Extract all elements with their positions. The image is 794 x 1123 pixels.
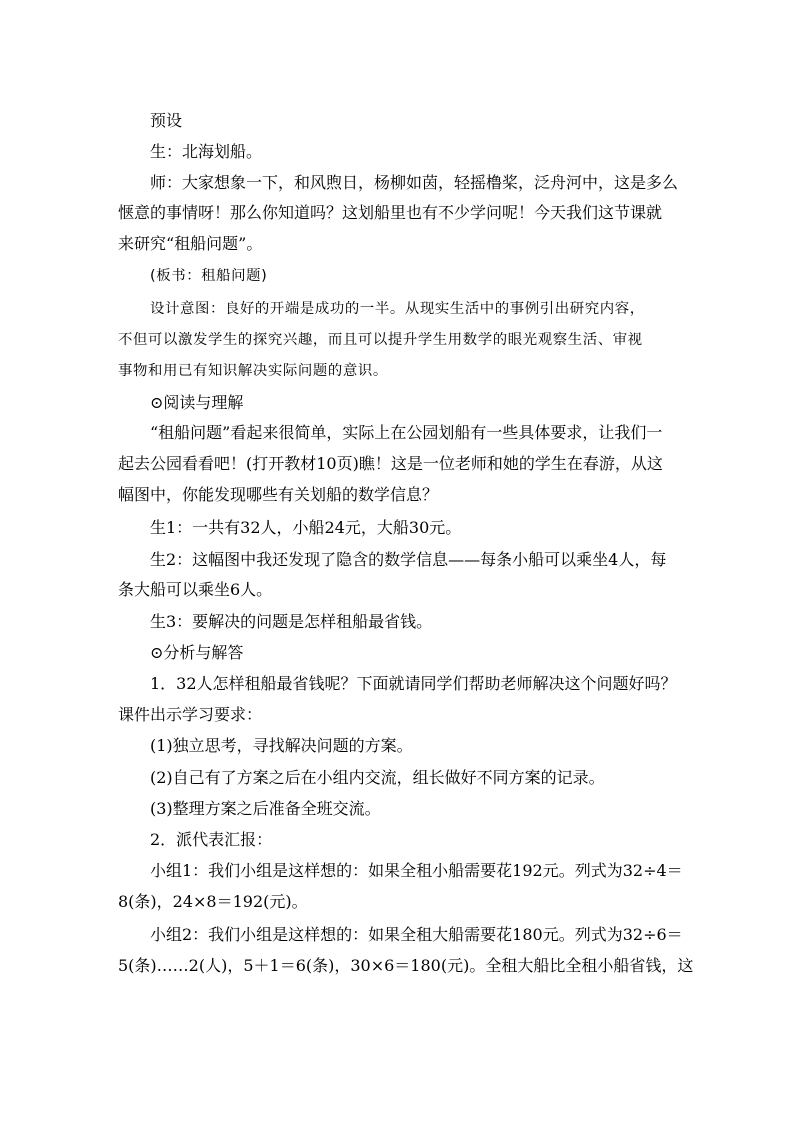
design-intent-line-1: 设计意图：良好的开端是成功的一半。从现实生活中的事例引出研究内容， [150, 301, 645, 317]
teacher-line-3: 来研究“租船问题”。 [118, 234, 263, 253]
student-answer: 生：北海划船。 [150, 142, 263, 161]
heading-preset: 预设 [150, 111, 183, 130]
student-2-line-2: 条大船可以乘坐6人。 [118, 580, 273, 599]
student-3: 生3：要解决的问题是怎样租船最省钱。 [150, 612, 433, 631]
requirement-1: (1)独立思考，寻找解决问题的方案。 [150, 736, 413, 755]
analysis-item-2: 2．派代表汇报： [150, 830, 273, 849]
teacher-line-1: 师：大家想象一下，和风煦日，杨柳如茵，轻摇橹桨，泛舟河中，这是多么 [150, 173, 679, 192]
group-2-line-2: 5(条)……2(人)，5＋1＝6(条)，30×6＝180(元)。全租大船比全租小船省钱，这 [118, 956, 694, 975]
section-heading-analysis: ⊙分析与解答 [150, 643, 244, 662]
blackboard-note: (板书：租船问题) [150, 268, 268, 284]
reading-line-3: 幅图中，你能发现哪些有关划船的数学信息？ [118, 485, 439, 504]
reading-line-1: “租船问题”看起来很简单，实际上在公园划船有一些具体要求，让我们一 [150, 423, 663, 442]
requirement-2: (2)自己有了方案之后在小组内交流，组长做好不同方案的记录。 [150, 768, 605, 787]
group-1-line-2: 8(条)，24×8＝192(元)。 [118, 892, 308, 911]
reading-line-2: 起去公园看看吧！(打开教材10页)瞧！这是一位老师和她的学生在春游，从这 [118, 454, 663, 473]
analysis-item-1-line-2: 课件出示学习要求： [118, 705, 263, 724]
group-2-line-1: 小组2：我们小组是这样想的：如果全租大船需要花180元。列式为32÷6＝ [150, 925, 683, 944]
student-2-line-1: 生2：这幅图中我还发现了隐含的数学信息——每条小船可以乘坐4人，每 [150, 550, 667, 569]
group-1-line-1: 小组1：我们小组是这样想的：如果全租小船需要花192元。列式为32÷4＝ [150, 861, 683, 880]
section-heading-reading: ⊙阅读与理解 [150, 393, 244, 412]
analysis-item-1-line-1: 1．32人怎样租船最省钱呢？下面就请同学们帮助老师解决这个问题好吗？ [150, 674, 677, 693]
design-intent-line-2: 不但可以激发学生的探究兴趣，而且可以提升学生用数学的眼光观察生活、审视 [118, 332, 643, 348]
teacher-line-2: 惬意的事情呀！那么你知道吗？这划船里也有不少学问呢！今天我们这节课就 [118, 203, 663, 222]
requirement-3: (3)整理方案之后准备全班交流。 [150, 799, 381, 818]
student-1: 生1：一共有32人，小船24元，大船30元。 [150, 518, 462, 537]
design-intent-line-3: 事物和用已有知识解决实际问题的意识。 [118, 363, 388, 379]
